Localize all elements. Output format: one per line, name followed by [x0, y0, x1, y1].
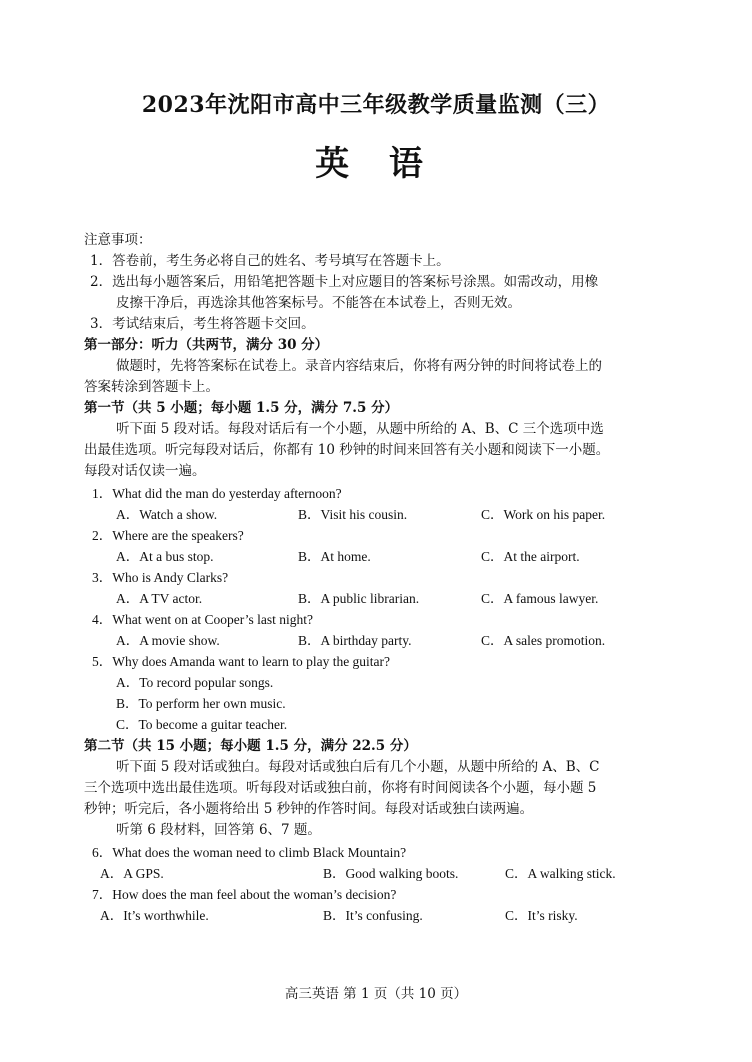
option-a: A．It’s worthwhile. [100, 908, 209, 923]
notes-item: 2．选出每小题答案后，用铅笔把答题卡上对应题目的答案标号涂黑。如需改动，用橡 [90, 274, 599, 290]
section1-intro: 听下面 5 段对话。每段对话后有一个小题，从题中所给的 A、B、C 三个选项中选 [116, 421, 604, 437]
subject-title: 英 语 [315, 144, 437, 184]
question-stem: 3．Who is Andy Clarks? [92, 570, 229, 585]
option-c: C．A walking stick. [505, 866, 616, 881]
question-stem: 4．What went on at Cooper’s last night? [92, 612, 313, 627]
option-a: A．A TV actor. [116, 591, 203, 606]
section1-intro: 出最佳选项。听完每段对话后，你都有 10 秒钟的时间来回答有关小题和阅读下一小题。 [84, 442, 610, 458]
option-c: C．To become a guitar teacher. [116, 717, 288, 732]
notes-item: 1．答卷前，考生务必将自己的姓名、考号填写在答题卡上。 [90, 253, 450, 269]
section2-intro: 听下面 5 段对话或独白。每段对话或独白后有几个小题，从题中所给的 A、B、C [116, 759, 600, 775]
part1-intro: 做题时，先将答案标在试卷上。录音内容结束后，你将有两分钟的时间将试卷上的 [116, 358, 602, 374]
notes-item: 皮擦干净后，再选涂其他答案标号。不能答在本试卷上，否则无效。 [116, 295, 521, 311]
section2-heading: 第二节（共 15 小题；每小题 1.5 分，满分 22.5 分） [84, 738, 417, 754]
option-b: B．Visit his cousin. [298, 507, 408, 522]
option-b: B．A public librarian. [298, 591, 420, 606]
notes-item: 3．考试结束后，考生将答题卡交回。 [90, 316, 315, 332]
question-stem: 2．Where are the speakers? [92, 528, 244, 543]
option-b: B．Good walking boots. [323, 866, 459, 881]
section1-intro: 每段对话仅读一遍。 [84, 463, 206, 479]
part1-heading: 第一部分：听力（共两节，满分 30 分） [84, 337, 329, 353]
option-b: B．At home. [298, 549, 371, 564]
question-stem: 7．How does the man feel about the woman’s decision? [92, 887, 397, 902]
part1-intro: 答案转涂到答题卡上。 [84, 379, 219, 395]
option-a: A．A GPS. [100, 866, 164, 881]
notes-heading: 注意事项： [84, 232, 152, 248]
option-c: C．It’s risky. [505, 908, 578, 923]
option-c: C．A famous lawyer. [481, 591, 599, 606]
option-c: C．A sales promotion. [481, 633, 606, 648]
option-a: A．A movie show. [116, 633, 220, 648]
option-c: C．At the airport. [481, 549, 580, 564]
page-title: 2023年沈阳市高中三年级教学质量监测（三） [141, 92, 611, 118]
question-stem: 6．What does the woman need to climb Black Mountain? [92, 845, 407, 860]
section2-intro: 三个选项中选出最佳选项。听每段对话或独白前，你将有时间阅读各个小题，每小题 5 [84, 780, 597, 796]
option-a: A．Watch a show. [116, 507, 218, 522]
option-a: A．To record popular songs. [116, 675, 274, 690]
section1-heading: 第一节（共 5 小题；每小题 1.5 分，满分 7.5 分） [84, 400, 399, 416]
option-c: C．Work on his paper. [481, 507, 606, 522]
page-footer: 高三英语 第 1 页（共 10 页） [284, 986, 468, 1002]
option-b: B．To perform her own music. [116, 696, 286, 711]
section2-intro: 秒钟；听完后，各小题将给出 5 秒钟的作答时间。每段对话或独白读两遍。 [84, 801, 534, 817]
question-stem: 5．Why does Amanda want to learn to play the guitar? [92, 654, 391, 669]
option-a: A．At a bus stop. [116, 549, 214, 564]
section2-intro: 听第 6 段材料，回答第 6、7 题。 [116, 822, 321, 838]
question-stem: 1．What did the man do yesterday afternoon? [92, 486, 342, 501]
option-b: B．It’s confusing. [323, 908, 423, 923]
option-b: B．A birthday party. [298, 633, 412, 648]
